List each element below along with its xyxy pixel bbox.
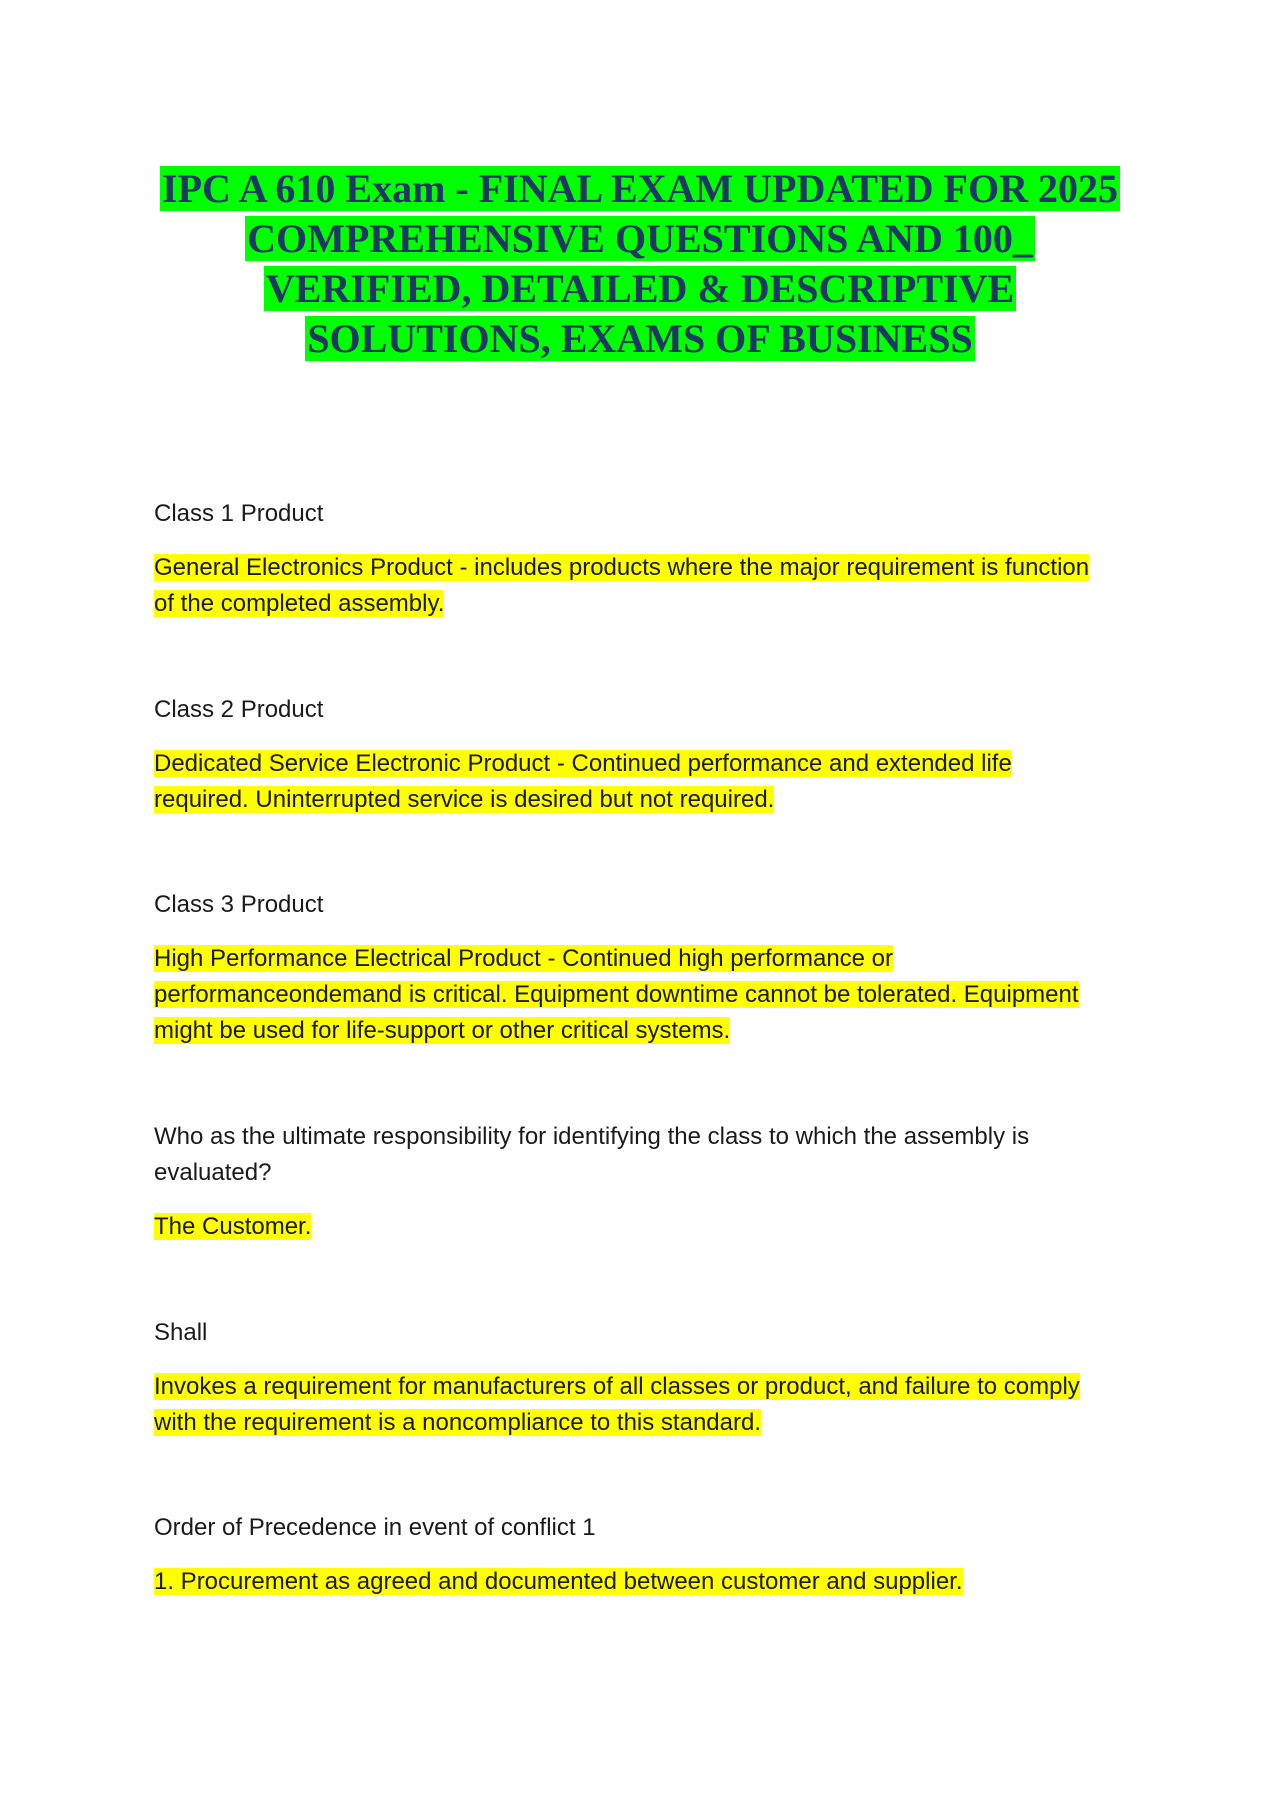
- question-text: Class 1 Product: [154, 500, 324, 527]
- title-line-3: VERIFIED, DETAILED & DESCRIPTIVE: [265, 266, 1015, 311]
- answer-line: General Electronics Product - includes products where the major requirement is function: [154, 554, 1090, 581]
- question-text: Order of Precedence in event of conflict 1: [154, 1514, 596, 1541]
- document-title: [100, 164, 1180, 364]
- qa-entry-class2: [154, 692, 1134, 728]
- qa-entry-class3: [154, 887, 1134, 923]
- qa-entry-responsibility: [154, 1119, 1134, 1191]
- answer-line: might be used for life-support or other critical systems.: [154, 1017, 731, 1044]
- answer-line: with the requirement is a noncompliance to this standard.: [154, 1409, 761, 1436]
- question-text: Who as the ultimate responsibility for identifying the class to which the assembly is: [154, 1123, 1030, 1150]
- qa-entry-class1: [154, 496, 1134, 532]
- answer-block-class2: [154, 746, 1134, 818]
- answer-block-class1: [154, 550, 1134, 622]
- answer-block-shall: [154, 1369, 1134, 1441]
- qa-entry-shall: [154, 1315, 1134, 1351]
- question-text: Class 3 Product: [154, 891, 324, 918]
- question-text: Shall: [154, 1319, 208, 1346]
- answer-line: performanceondemand is critical. Equipment downtime cannot be tolerated. Equipment: [154, 981, 1079, 1008]
- title-line-2: COMPREHENSIVE QUESTIONS AND 100_: [247, 216, 1033, 261]
- answer-line: The Customer.: [154, 1213, 312, 1240]
- answer-block-class3: [154, 941, 1134, 1049]
- question-text: evaluated?: [154, 1159, 272, 1186]
- answer-line: required. Uninterrupted service is desired but not required.: [154, 786, 775, 813]
- answer-line: of the completed assembly.: [154, 590, 445, 617]
- title-line-4: SOLUTIONS, EXAMS OF BUSINESS: [307, 316, 973, 361]
- answer-line: 1. Procurement as agreed and documented between customer and supplier.: [154, 1568, 963, 1595]
- title-line-1: IPC A 610 Exam - FINAL EXAM UPDATED FOR 2025: [162, 166, 1118, 211]
- answer-block-precedence: [154, 1564, 1134, 1600]
- answer-line: Dedicated Service Electronic Product - Continued performance and extended life: [154, 750, 1012, 777]
- answer-line: High Performance Electrical Product - Continued high performance or: [154, 945, 894, 972]
- question-text: Class 2 Product: [154, 696, 324, 723]
- answer-block-responsibility: [154, 1209, 1134, 1245]
- qa-entry-precedence: [154, 1510, 1134, 1546]
- answer-line: Invokes a requirement for manufacturers of all classes or product, and failure to comply: [154, 1373, 1080, 1400]
